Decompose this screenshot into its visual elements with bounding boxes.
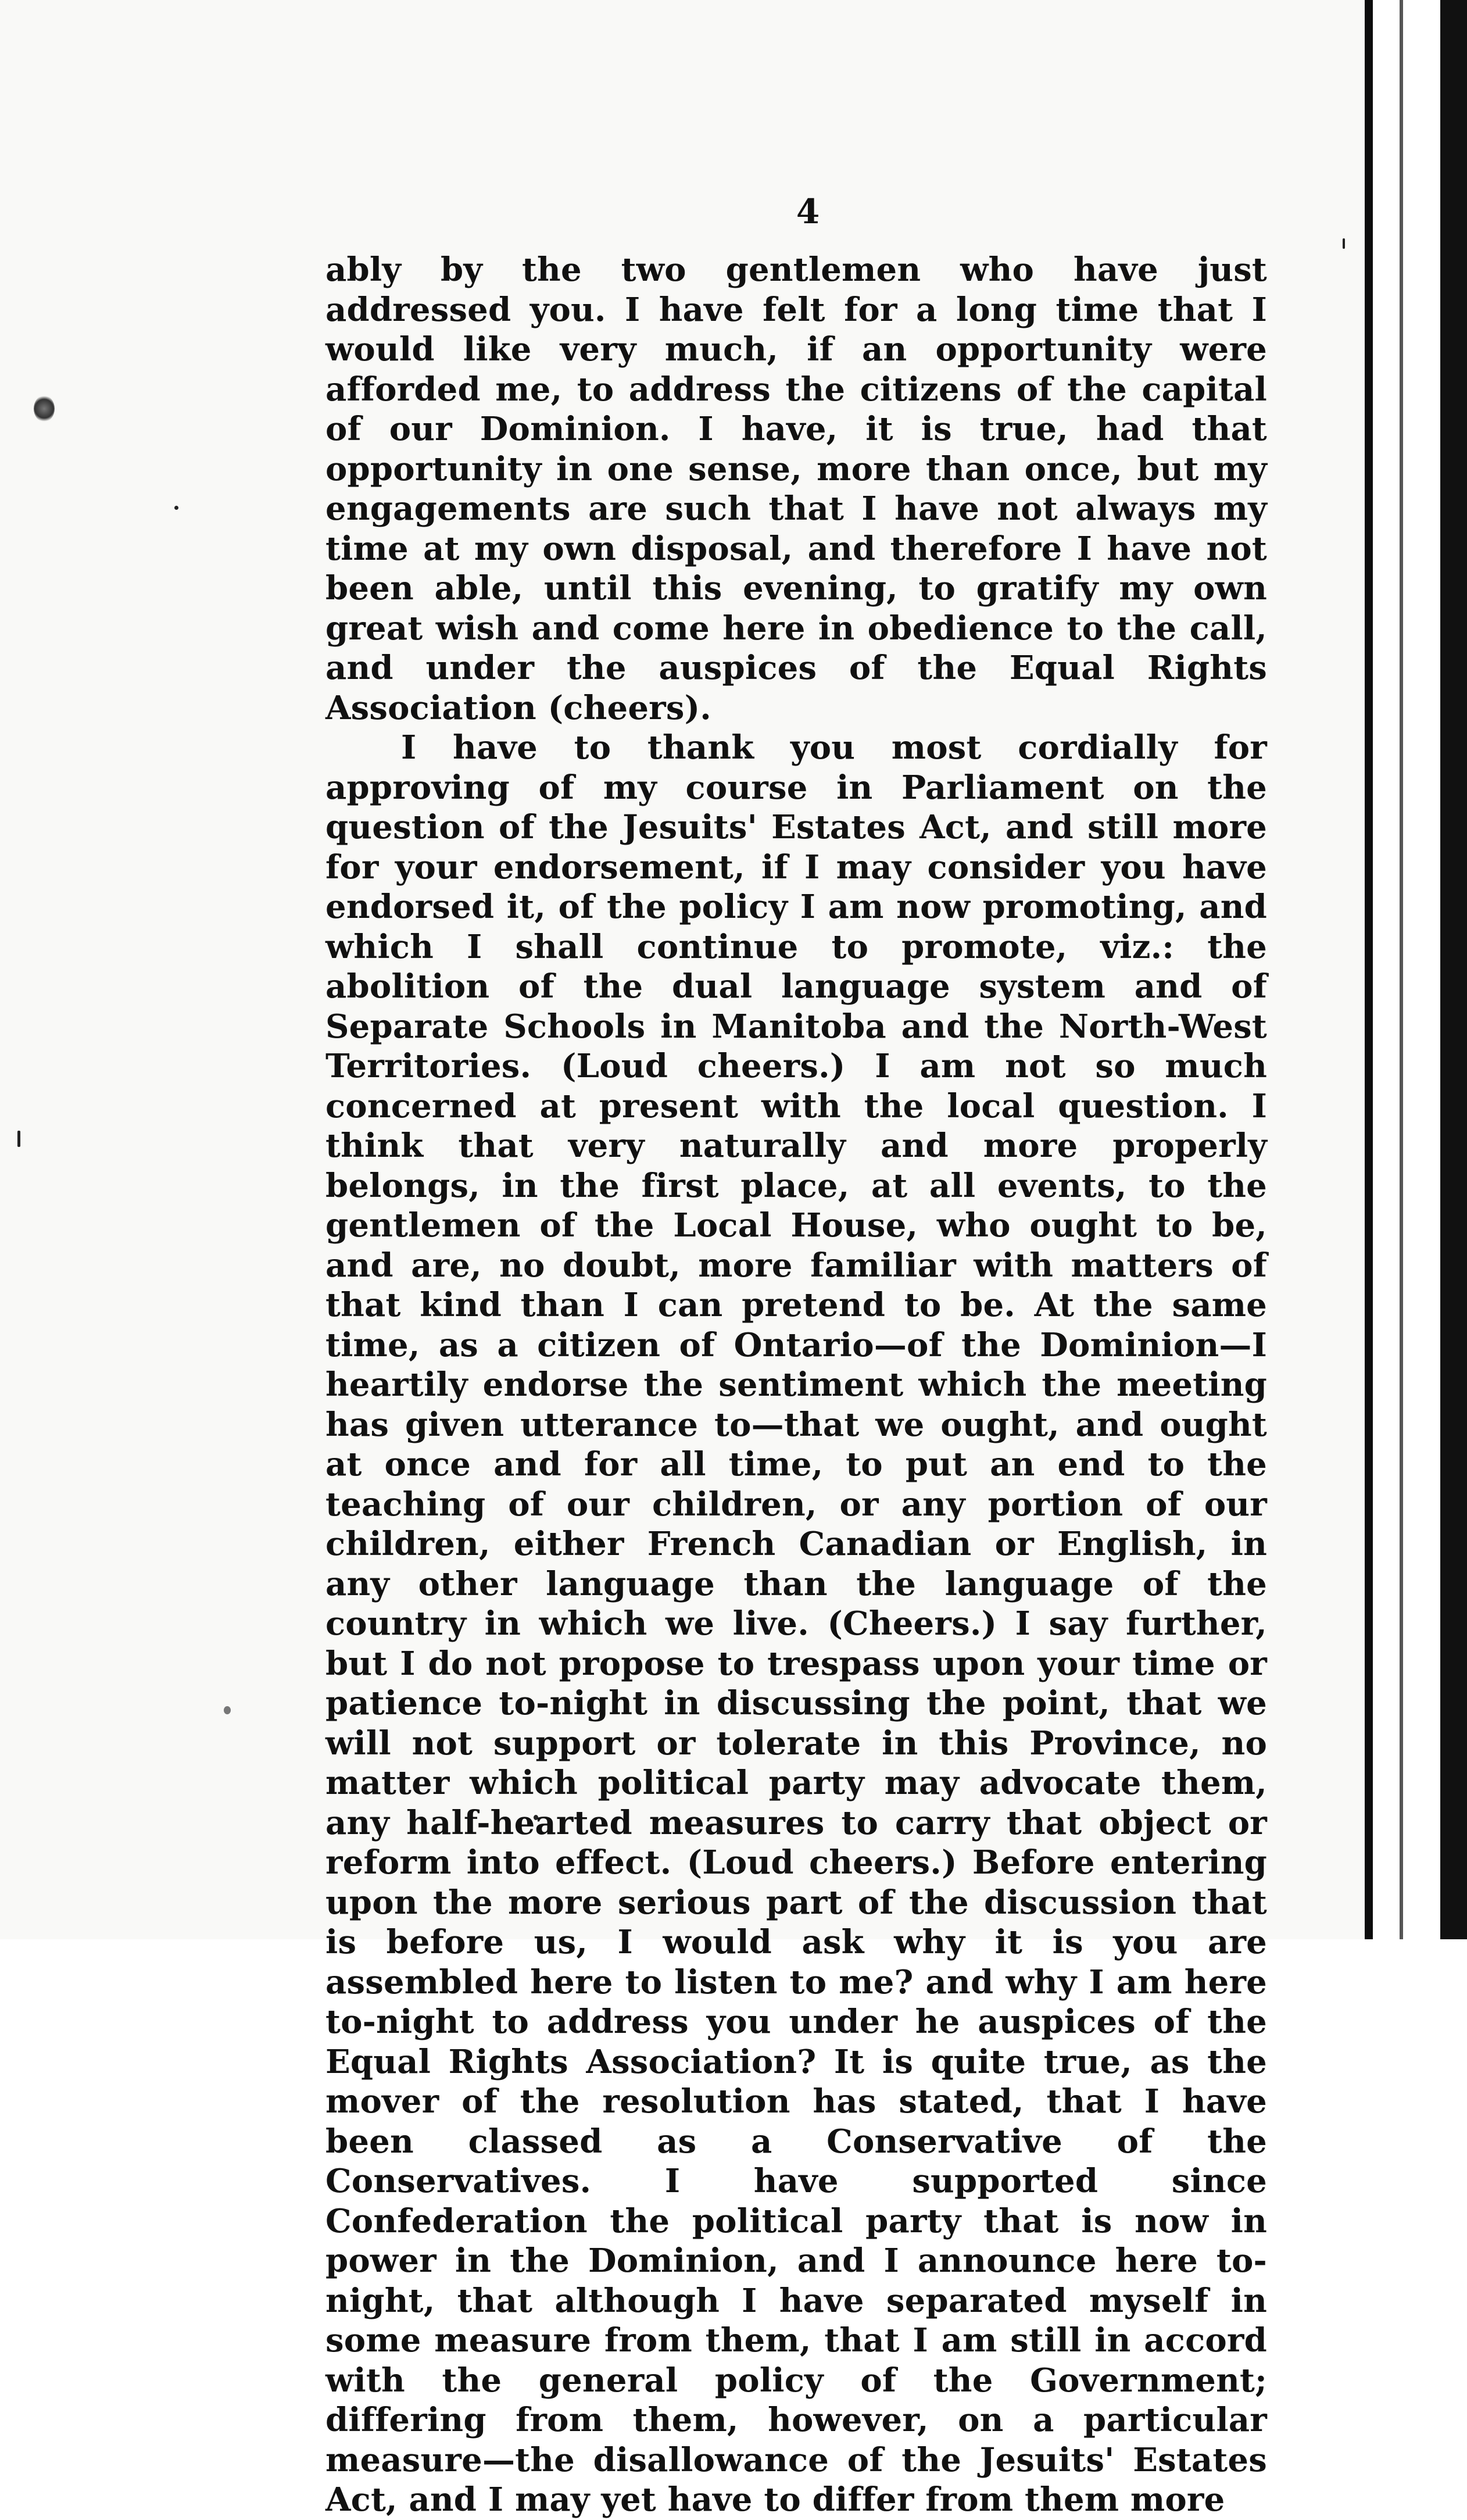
scan-edge-line (1440, 0, 1467, 1939)
body-text (325, 250, 1267, 2520)
paragraph: ably by the two gentlemen who have just addressed you. I have felt for a long time that I would like very much, if an opportunity were afforded me, to address the citizens of the capital of our Dominion. I have, it is true, had that opportunity in one sense, more than once, but my engagements are such that I have not always my time at my own disposal, and therefore I have not been able, until this evening, to gratify my own great wish and come here in obedience to the call, and under the auspices of the Equal Rights Association (cheers). (325, 251, 1267, 727)
speck-mark (17, 1131, 20, 1147)
page-number: 4 (796, 192, 820, 231)
speck-mark (1343, 238, 1345, 249)
scan-edge-line (1365, 0, 1373, 1939)
ink-blot (34, 395, 55, 422)
paragraph: I have to thank you most cordially for approving of my course in Parliament on the question of the Jesuits' Estates Act, and still more for your endorsement, if I may consider you have endorsed it, of the policy I am now promoting, and which I shall continue to promote, viz.: the abolition of the dual language system and of Separate Schools in Manitoba and the North-West Territories. (Loud cheers.) I am not so much concerned at present with the local question. I think that very naturally and more properly belongs, in the first place, at all events, to the gentlemen of the Local House, who ought to be, and are, no doubt, more familiar with matters of that kind than I can pretend to be. At the same time, as a citizen of Ontario—of the Dominion—I heartily endorse the sentiment which the meeting has given utterance to—that we ought, and ought at once and for all time, to put an end to the teaching of our children, or any portion of our children, either French Canadian or English, in any other language than the language of the country in which we live. (Cheers.) I say further, but I do not propose to trespass upon your time or patience to-night in discussing the point, that we will not support or tolerate in this Province, no matter which political party may advocate them, any half-hearted measures to carry that object or reform into effect. (Loud cheers.) Before entering upon the more serious part of the discussion that is before us, I would ask why it is you are assembled here to listen to me? and why I am here to-night to address you under he auspices of the Equal Rights Association? It is quite true, as the mover of the resolution has stated, that I have been classed as a Conservative of the Conservatives. I have supported since Confederation the political party that is now in power in the Dominion, and I announce here to-night, that although I have separated myself in some measure from them, that I am still in accord with the general policy of the Government; differing from them, however, on a particular measure—the disallowance of the Jesuits' Estates Act, and I may yet have to differ from them more (325, 728, 1267, 2519)
scan-edge-line (1400, 0, 1403, 1939)
speck-mark (174, 506, 178, 510)
speck-mark (224, 1706, 231, 1714)
